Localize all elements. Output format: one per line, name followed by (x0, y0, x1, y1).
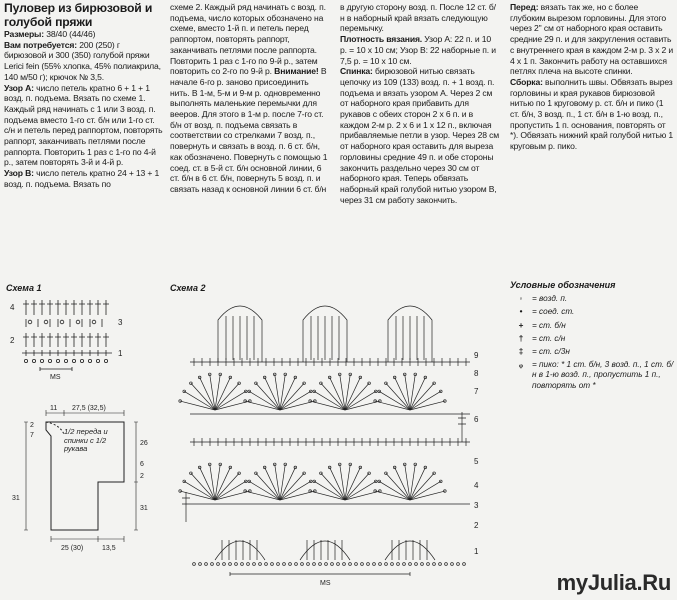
single-crochet-icon: + (518, 320, 524, 330)
scheme-1-ms-label: MS (50, 374, 61, 381)
dim-side-2: 6 (140, 461, 144, 468)
dim-right-lower: 31 (140, 505, 148, 512)
scheme-1-row-label-4: 4 (10, 303, 15, 312)
pattern-b-value: число петель кратно 24 + 13 + 1 возд. п. подъема. Вязать по (4, 168, 160, 189)
materials-value: 200 (250) г бирюзовой и 300 (350) голубой пряжи Lerici fein (55% хлопка, 45% полиакрила, 140 м/50 г); крючок № 3,5. (4, 39, 161, 82)
col2-text-2: В начале 6-го р. заново присоединить нить. В 1-м, 5-м и 9-м р. одновременно выполнять маленькие перемычки для вееров. Для этого в 1-м р. после 7-го ст. б/н от возд. п. подъема связать в соответствии со стрелками 7 возд. п., повернуть и связать в возд. п. 6 ст. б/н, как обозначено. Повернуть с помощью 1 соед. ст. в 5-й ст. б/н основной линии, 6 ст. б/н в 6 ст. б/н, повернуть 5 возд. п. и связать назад к основной линии 6 ст. б/н (170, 66, 328, 194)
legend-item-chain (510, 294, 675, 304)
pattern-piece-diagram (6, 400, 156, 570)
attention-label: Внимание! (274, 66, 319, 77)
scheme-2-row-label-4: 4 (474, 481, 479, 490)
text-column-1 (4, 2, 163, 190)
legend-item-text: = ст. с/н (532, 333, 566, 343)
legend-item-tr (510, 347, 675, 357)
sizes-value: 38/40 (44/46) (43, 29, 96, 39)
dim-neck-front: 7 (30, 432, 34, 439)
watermark-logo: myJulia.Ru (556, 570, 671, 595)
back-label: Спинка: (340, 66, 373, 77)
scheme-2-row-label-8: 8 (474, 369, 479, 378)
assembly-value: выполнить швы. Обвязать вырез горловины и края рукавов бирюзовой нитью по 1 круговому р. ст. б/н и пико (1 ст. б/н, 3 возд. п., 1 ст. б/н в 1-ю возд. п., пропустить 1 п. основания, повторять от *). Обвязать нижний край голубой нитью 1 круговым р. пико. (510, 76, 673, 152)
dim-top-left: 11 (50, 405, 58, 412)
text-column-4 (510, 2, 674, 152)
sizes-label: Размеры: (4, 29, 44, 39)
assembly-label: Сборка: (510, 76, 543, 87)
scheme-1-row-1 (22, 350, 112, 356)
front-value: вязать так же, но с более глубоким вырезом горловины. Для этого через 2" см от наборного края оставить средние 29 п. и для закругления оставить с внутреннего края в каждом 2-м р. 3 х 2 и 4 х 1 п. Закончить работу на оставшихся петлях плеча на высоте спинки. (510, 2, 674, 77)
picot-icon: ᵩ (519, 360, 523, 370)
scheme-2-row-label-7: 7 (474, 387, 479, 396)
materials-label: Вам потребуется: (4, 39, 77, 50)
legend-item-text: = ст. с/3н (532, 347, 570, 357)
scheme-2-ms-label: MS (320, 580, 331, 587)
legend-title: Условные обозначения (510, 280, 616, 290)
legend-item-text: = соед. ст. (532, 307, 575, 317)
scheme-2-row-label-6: 6 (474, 415, 479, 424)
dim-side-3: 2 (140, 473, 144, 480)
legend-item-dc (510, 334, 675, 344)
front-label: Перед: (510, 2, 539, 12)
col2-text-1: схеме 2. Каждый ряд начинать с возд. п. подъема, число которых обозначено на схеме, вместо 1-й п. и петель перед раппортом, повторять раппорт, заканчивать петлями после раппорта. Повторить 1 раз с 1-го по 9-й р., затем повторить со 2-го по 9-й р. (170, 2, 326, 77)
density-label: Плотность вязания. (340, 34, 423, 45)
scheme-2-title: Схема 2 (170, 283, 206, 293)
scheme-1-chain (24, 359, 107, 362)
pattern-b-label: Узор В: (4, 168, 34, 179)
legend-item-text: = возд. п. (532, 294, 568, 304)
dim-left-lower: 31 (12, 495, 20, 502)
scheme-1-title: Схема 1 (6, 283, 42, 293)
pattern-a-label: Узор А: (4, 82, 34, 93)
scheme-1-row-label-1: 1 (118, 349, 123, 358)
scheme-1-row-3 (26, 319, 102, 327)
scheme-2-row-label-2: 2 (474, 521, 479, 530)
pattern-a-value: число петель кратно 6 + 1 + 1 возд. п. подъема. Вязать по схеме 1. Каждый ряд начинать с 1 или 3 возд. п. подъема вместо 1-го ст. б/н или 1-го ст. с/н и петель перед раппортом, повторять раппорт, заканчивать петлями после раппорта. Повторить 1 раз с 1-го по 4-й р., затем повторять 3-й и 4-й р. (4, 82, 163, 168)
scheme-1-row-2 (23, 333, 109, 347)
scheme-2-diagram (170, 292, 490, 592)
scheme-2-row-label-9: 9 (474, 351, 479, 360)
scheme-2-row-label-1: 1 (474, 547, 479, 556)
legend-item-sc (510, 321, 675, 331)
slip-stitch-icon: • (519, 307, 523, 317)
back-value: бирюзовой нитью связать цепочку из 109 (133) возд. п. + 1 возд. п. подъема и вязать узором А. Через 2 см от наборного края прибавить для рукавов с обеих сторон 2 х 6 п. и в каждом 2-м р. 2 х 6 и 1 х 12 п., включая прибавляемые петли в узор. Через 28 см от наборного края оставить для выреза горловины средние 49 п. и обе стороны закончить раздельно через 30 см от наборного края. Теперь обвязать наборный край голубой нитью узором В, через 31 см работу закончить. (340, 66, 499, 205)
dim-bottom-left: 25 (30) (61, 545, 84, 552)
treble-crochet-icon: ‡ (518, 347, 524, 357)
chain-stitch-icon: ◦ (519, 294, 523, 304)
legend-item-slip (510, 307, 675, 317)
scheme-1-row-4 (23, 300, 109, 315)
pattern-piece-label: 1/2 переда и спинки с 1/2 рукава (64, 428, 108, 453)
legend-item-text: = пико: * 1 ст. б/н, 3 возд. п., 1 ст. б/н в 1-ю возд. п., пропустить 1 п., повторять от * (532, 360, 674, 390)
scheme-2-row-label-5: 5 (474, 457, 479, 466)
scheme-1-diagram (6, 295, 146, 395)
article-title: Пуловер из бирюзовой и голубой пряжи (4, 1, 153, 29)
scheme-1-row-label-2: 2 (10, 336, 15, 345)
text-column-3 (340, 2, 500, 205)
double-crochet-icon: † (518, 333, 524, 343)
scheme-2-row-label-3: 3 (474, 501, 479, 510)
dim-neck-depth: 2 (30, 422, 34, 429)
legend-item-text: = ст. б/н (532, 320, 566, 330)
dim-top-right: 27,5 (32,5) (72, 405, 106, 412)
density-value: Узор А: 22 п. и 10 р. = 10 х 10 см; Узор В: 22 наборные п. и 7,5 р. = 10 х 10 см. (340, 34, 496, 66)
legend (510, 280, 675, 394)
text-column-2 (170, 2, 330, 195)
legend-item-picot (510, 360, 675, 391)
dim-side-1: 26 (140, 440, 148, 447)
col3-text-1: в другую сторону возд. п. После 12 ст. б/н в наборный край вязать следующую перемычку. (340, 2, 496, 34)
dim-bottom-right: 13,5 (102, 545, 116, 552)
scheme-1-row-label-3: 3 (118, 318, 123, 327)
